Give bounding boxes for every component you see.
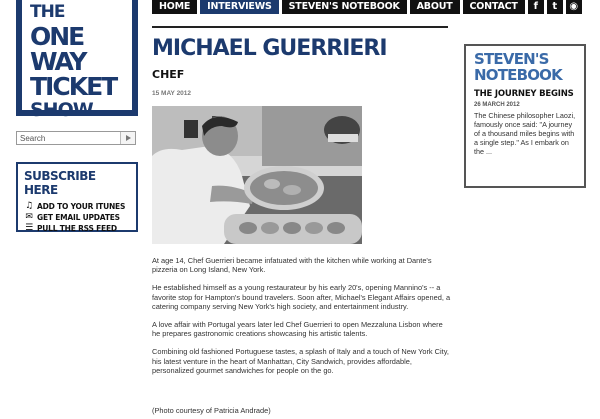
subscribe-title: SUBSCRIBE HERE	[24, 169, 96, 197]
subscribe-box	[16, 162, 138, 232]
twitter-icon[interactable]: t	[547, 0, 563, 14]
logo-text-line4: SHOW	[30, 99, 93, 121]
title-divider	[152, 26, 448, 28]
rss-icon: ☰	[25, 223, 33, 233]
subscribe-rss-link[interactable]	[24, 223, 130, 234]
subscribe-email-label: GET EMAIL UPDATES	[37, 213, 120, 222]
top-navigation	[152, 0, 596, 14]
nav-home[interactable]: HOME	[152, 0, 197, 14]
notebook-title[interactable]	[474, 51, 576, 83]
subscribe-itunes-label: ADD TO YOUR ITUNES	[37, 202, 126, 211]
subscribe-rss-label: PULL THE RSS FEED	[37, 224, 117, 233]
logo-text-line3: TICKET	[30, 72, 117, 101]
nav-about[interactable]: ABOUT	[410, 0, 460, 14]
search-submit-button[interactable]	[120, 132, 135, 144]
notebook-title-line2: NOTEBOOK	[474, 66, 562, 84]
notebook-widget	[464, 44, 586, 188]
subscribe-itunes-link[interactable]	[24, 201, 130, 212]
nav-contact[interactable]: CONTACT	[463, 0, 525, 14]
search-input[interactable]	[17, 132, 124, 144]
notebook-post-excerpt: The Chinese philosopher Laozi, famously once said: "A journey of a thousand miles begins with a single step." As I embark on the ...	[474, 111, 576, 156]
article-paragraph: He established himself as a young restaurateur by his early 20's, opening Mannino's -- a favorite stop for Hampton's bound travelers. Soon after, Michael's Elegant Affairs opened, a catering company serving New York's high society, and entertainment industry.	[152, 283, 451, 311]
article-paragraph: A love affair with Portugal years later led Chef Guerrieri to open Mezzaluna Lisbon where he prepares gastronomic creations showcasing his artistic talents.	[152, 320, 443, 339]
nav-interviews[interactable]: INTERVIEWS	[200, 0, 278, 14]
logo-text-line1: THE	[30, 2, 65, 22]
rss-icon[interactable]: ◉	[566, 0, 582, 14]
notebook-title-line1: STEVEN'S	[474, 50, 549, 68]
music-note-icon: ♫	[25, 201, 33, 211]
facebook-icon[interactable]: f	[528, 0, 544, 14]
chef-photo	[152, 106, 362, 244]
article-date: 15 MAY 2012	[152, 90, 192, 97]
page-title: MICHAEL GUERRIERI	[152, 36, 387, 61]
photo-credit: (Photo courtesy of Patricia Andrade)	[152, 406, 271, 415]
subscribe-email-link[interactable]	[24, 212, 130, 223]
site-logo[interactable]	[16, 0, 138, 121]
article-paragraph: At age 14, Chef Guerrieri became infatuated with the kitchen while working at Dante's pizzeria on Long Island, New York.	[152, 256, 432, 275]
notebook-post-date: 26 MARCH 2012	[474, 102, 520, 108]
search-box	[16, 131, 136, 145]
notebook-post-title[interactable]: THE JOURNEY BEGINS	[474, 89, 574, 99]
article-body	[152, 256, 452, 384]
email-icon: ✉	[25, 212, 33, 222]
article-paragraph: Combining old fashioned Portuguese tastes, a splash of Italy and a touch of New York City, his latest venture in the heart of Manhattan, City Sandwich, provides affordable, personalized gourmet sandwiches for people on the go.	[152, 347, 449, 375]
nav-stevens-notebook[interactable]: STEVEN'S NOTEBOOK	[282, 0, 407, 14]
logo-text-line2: ONE WAY	[30, 22, 86, 76]
page-subtitle: CHEF	[152, 68, 185, 81]
